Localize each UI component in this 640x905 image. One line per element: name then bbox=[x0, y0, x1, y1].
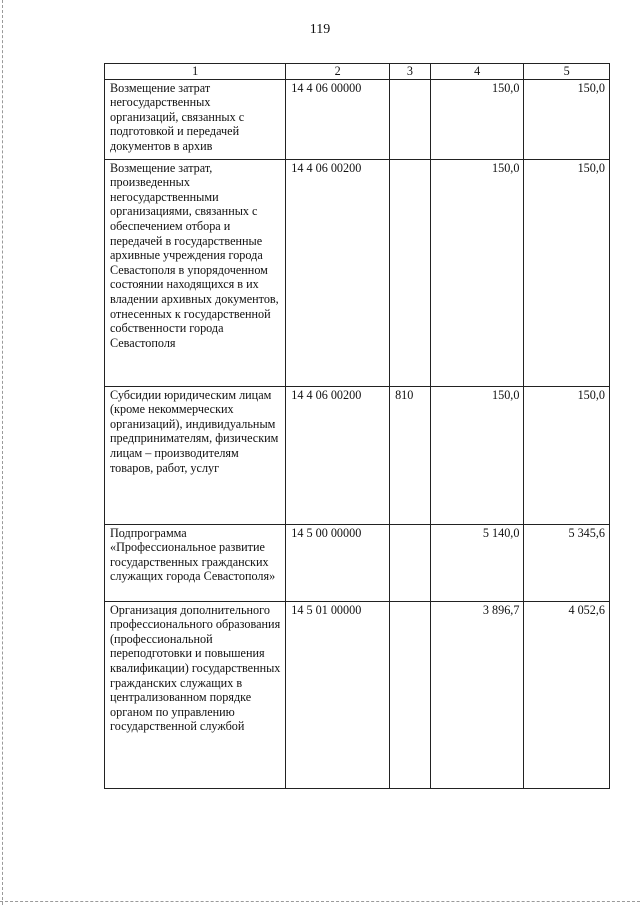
table-row bbox=[105, 601, 610, 788]
row-value-4: 3 896,7 bbox=[430, 601, 524, 788]
table-row bbox=[105, 159, 610, 386]
page-number: 119 bbox=[309, 22, 331, 37]
table-row bbox=[105, 79, 610, 159]
scan-edge-bottom bbox=[0, 901, 640, 902]
row-value-5: 150,0 bbox=[524, 386, 610, 524]
table-row bbox=[105, 386, 610, 524]
header-col-5: 5 bbox=[524, 64, 610, 80]
row-value-5: 4 052,6 bbox=[524, 601, 610, 788]
header-col-2: 2 bbox=[286, 64, 390, 80]
row-code: 14 5 00 00000 bbox=[286, 524, 390, 601]
row-value-4: 150,0 bbox=[430, 386, 524, 524]
row-value-4: 150,0 bbox=[430, 79, 524, 159]
table-row bbox=[105, 524, 610, 601]
header-col-4: 4 bbox=[430, 64, 524, 80]
row-value-5: 150,0 bbox=[524, 79, 610, 159]
row-code: 14 5 01 00000 bbox=[286, 601, 390, 788]
row-type bbox=[390, 159, 431, 386]
row-type bbox=[390, 524, 431, 601]
row-value-5: 150,0 bbox=[524, 159, 610, 386]
scan-edge-left bbox=[2, 0, 3, 905]
row-value-4: 150,0 bbox=[430, 159, 524, 386]
row-type: 810 bbox=[390, 386, 431, 524]
row-value-5: 5 345,6 bbox=[524, 524, 610, 601]
row-name: Возмещение затрат негосударственных организаций, связанных с подготовкой и передачей документов в архив bbox=[105, 79, 286, 159]
row-name: Возмещение затрат, произведенных негосударственными организациями, связанных с обеспечением отбора и передачей в государственные архивные учреждения города Севастополя в упорядоченном состоянии находящихся в их владении архивных документов, отнесенных к государственной собственности города Севастополя bbox=[105, 159, 286, 386]
row-type bbox=[390, 79, 431, 159]
row-code: 14 4 06 00200 bbox=[286, 159, 390, 386]
row-name: Организация дополнительного профессионального образования (профессиональной переподготовки и повышения квалификации) государственных гражданских служащих в централизованном порядке органом по управлению государственной службой bbox=[105, 601, 286, 788]
header-col-3: 3 bbox=[390, 64, 431, 80]
row-code: 14 4 06 00000 bbox=[286, 79, 390, 159]
row-code: 14 4 06 00200 bbox=[286, 386, 390, 524]
row-value-4: 5 140,0 bbox=[430, 524, 524, 601]
budget-table bbox=[104, 63, 610, 789]
header-col-1: 1 bbox=[105, 64, 286, 80]
row-name: Подпрограмма «Профессиональное развитие государственных гражданских служащих города Севастополя» bbox=[105, 524, 286, 601]
row-name: Субсидии юридическим лицам (кроме некоммерческих организаций), индивидуальным предпринимателям, физическим лицам – производителям товаров, работ, услуг bbox=[105, 386, 286, 524]
header-row bbox=[105, 64, 610, 80]
row-type bbox=[390, 601, 431, 788]
